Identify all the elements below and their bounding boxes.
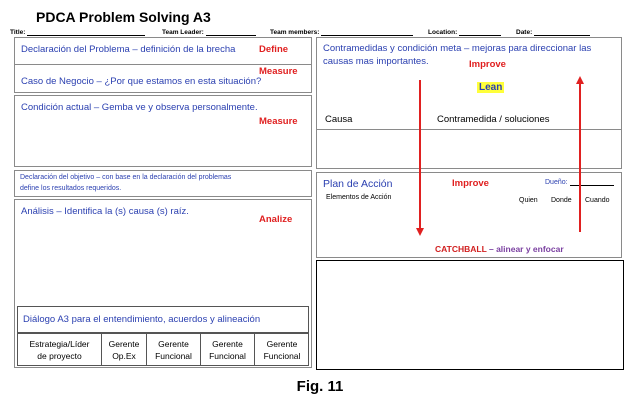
lean-label: Lean bbox=[479, 82, 503, 93]
owner-label: Dueño: bbox=[545, 179, 568, 186]
countermeasures-text-line2: causas mas importantes. bbox=[323, 56, 429, 67]
team-members-label: Team members: bbox=[270, 29, 320, 36]
action-elements-label: Elementos de Acción bbox=[326, 194, 392, 201]
catchball-subtitle: – alinear y enfocar bbox=[486, 244, 564, 254]
countermeasure-column-header: Contramedida / soluciones bbox=[437, 114, 550, 125]
team-cell-line2: Funcional bbox=[155, 350, 192, 361]
catchball-label: CATCHBALL bbox=[435, 244, 487, 254]
cause-column-header: Causa bbox=[325, 114, 353, 125]
team-cell-line2: Op.Ex bbox=[112, 350, 136, 361]
team-cell-line1: Gerente bbox=[108, 338, 140, 349]
analysis-text: Análisis – Identifica la (s) causa (s) raíz. bbox=[21, 206, 189, 217]
business-case-text: Caso de Negocio – ¿Por que estamos en esta situación? bbox=[21, 76, 262, 87]
team-cell-line1: Gerente bbox=[266, 338, 298, 349]
figure-caption: Fig. 11 bbox=[296, 378, 344, 395]
date-label: Date: bbox=[516, 29, 533, 36]
problem-statement-text: Declaración del Problema – definición de la brecha bbox=[21, 44, 236, 55]
when-column-header: Cuando bbox=[585, 197, 610, 204]
measure-tag: Measure bbox=[259, 66, 298, 77]
team-cell-line2: Funcional bbox=[263, 350, 301, 361]
team-cell-line1: Gerente bbox=[158, 338, 189, 349]
objective-text-line1: Declaración del objetivo – con base en la declaración del problemas bbox=[20, 174, 232, 181]
dialog-text: Diálogo A3 para el entendimiento, acuerdos y alineación bbox=[23, 314, 261, 325]
improve-tag: Improve bbox=[452, 178, 489, 189]
measure-tag: Measure bbox=[259, 116, 298, 127]
team-cell-line1: Gerente bbox=[212, 338, 243, 349]
team-cell-line1: Estrategia/Líder bbox=[29, 338, 90, 349]
countermeasures-text-line1: Contramedidas y condición meta – mejoras para direccionar las bbox=[323, 43, 592, 54]
action-plan-title: Plan de Acción bbox=[323, 178, 393, 190]
analize-tag: Analize bbox=[259, 214, 293, 225]
objective-text-line2: define los resultados requeridos. bbox=[20, 185, 122, 192]
where-column-header: Donde bbox=[551, 197, 572, 204]
team-leader-label: Team Leader: bbox=[162, 29, 204, 36]
title-label: Title: bbox=[10, 29, 26, 36]
improve-tag: Improve bbox=[469, 59, 506, 70]
team-cell-line2: de proyecto bbox=[37, 350, 82, 361]
current-condition-text: Condición actual – Gemba ve y observa personalmente. bbox=[21, 102, 258, 113]
location-label: Location: bbox=[428, 29, 458, 36]
who-column-header: Quien bbox=[519, 197, 538, 204]
define-tag: Define bbox=[259, 44, 289, 55]
team-cell-line2: Funcional bbox=[209, 350, 246, 361]
document-title: PDCA Problem Solving A3 bbox=[36, 9, 211, 25]
